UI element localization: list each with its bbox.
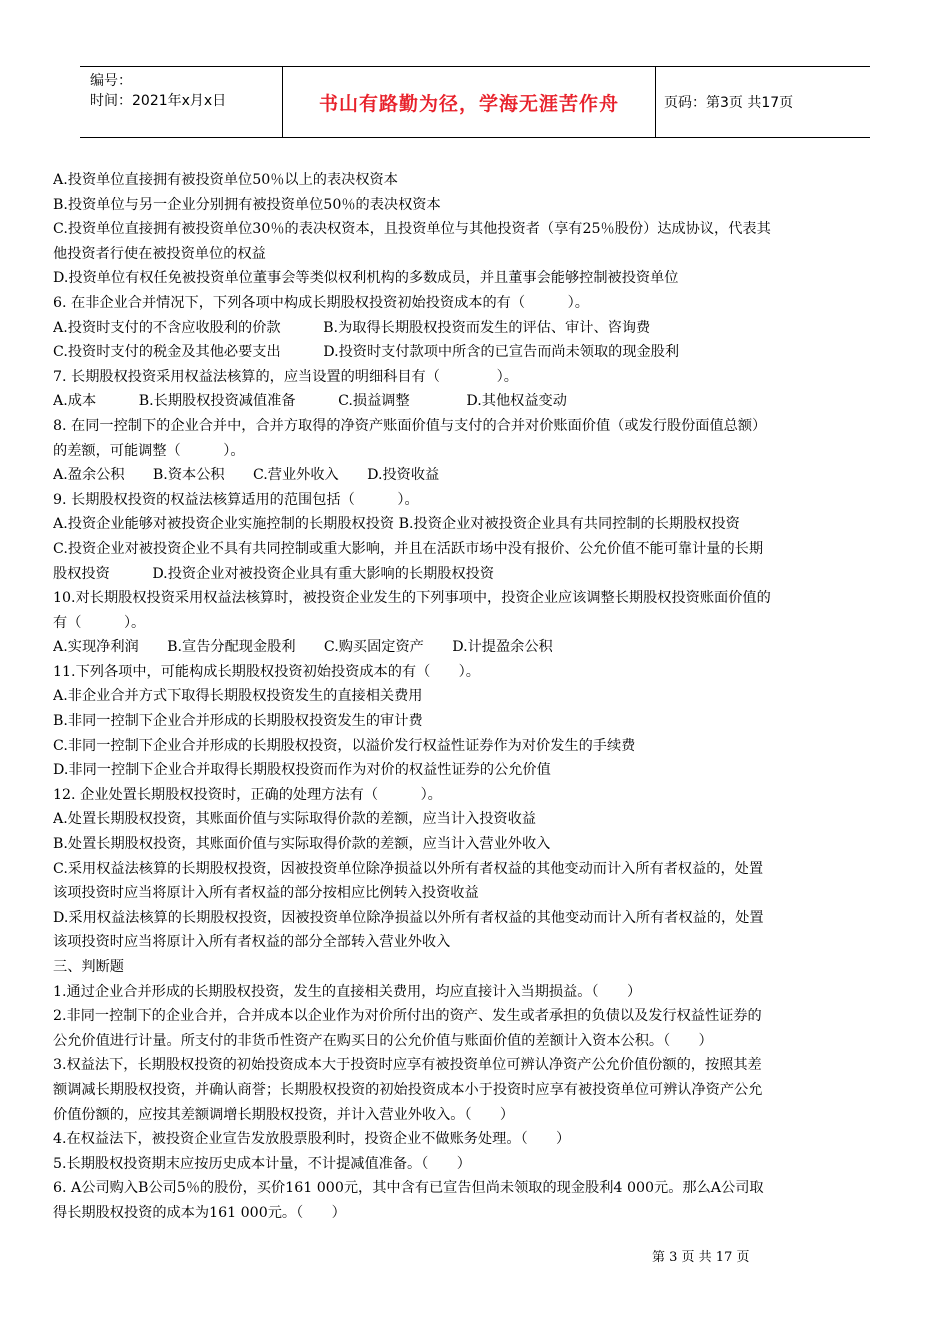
- text-line: 三、判断题: [53, 959, 124, 975]
- text-line: 8. 在同一控制下的企业合并中，合并方取得的净资产账面价值与支付的合并对价账面价值（或发行股份面值总额）: [53, 417, 767, 434]
- text-line: 10.对长期股权投资采用权益法核算时，被投资企业发生的下列事项中，投资企业应该调整长期股权投资账面价值的: [53, 590, 771, 607]
- text-line: 4.在权益法下，被投资企业宣告发放股票股利时，投资企业不做账务处理。（ ）: [53, 1131, 571, 1148]
- text-line: 6. A公司购入B公司5％的股份，买价161 000元，其中含有已宣告但尚未领取的现金股利4 000元。那么A公司取: [53, 1180, 764, 1197]
- text-line: C.投资单位直接拥有被投资单位30％的表决权资本，且投资单位与其他投资者（享有25％股份）达成协议，代表其: [53, 221, 771, 238]
- text-line: A.实现净利润 B.宣告分配现金股利 C.购买固定资产 D.计提盈余公积: [53, 639, 553, 656]
- text-line: 价值份额的，应按其差额调增长期股权投资，并计入营业外收入。（ ）: [53, 1106, 515, 1123]
- text-line: 2.非同一控制下的企业合并，合并成本以企业作为对价所付出的资产、发生或者承担的负债以及发行权益性证券的: [53, 1008, 762, 1025]
- text-line: A.投资时支付的不含应收股利的价款 B.为取得长期股权投资而发生的评估、审计、咨询费: [53, 319, 651, 336]
- text-line: B.处置长期股权投资，其账面价值与实际取得价款的差额，应当计入营业外收入: [53, 836, 551, 853]
- document-number: 编号：: [90, 73, 132, 89]
- text-line: 11.下列各项中，可能构成长期股权投资初始投资成本的有（ ）。: [53, 663, 480, 680]
- text-line: 股权投资 D.投资企业对被投资企业具有重大影响的长期股权投资: [53, 565, 495, 582]
- header-left-cell: [80, 67, 283, 137]
- text-line: 该项投资时应当将原计入所有者权益的部分按相应比例转入投资收益: [53, 885, 479, 902]
- text-line: A.非企业合并方式下取得长期股权投资发生的直接相关费用: [53, 688, 423, 705]
- text-line: 7. 长期股权投资采用权益法核算的，应当设置的明细科目有（ ）。: [53, 368, 518, 385]
- header-page-number: 页码：第3页 共17页: [664, 95, 794, 111]
- text-line: C.非同一控制下企业合并形成的长期股权投资，以溢价发行权益性证券作为对价发生的手续费: [53, 737, 636, 754]
- text-line: 5.长期股权投资期末应按历史成本计量，不计提减值准备。（ ）: [53, 1155, 471, 1172]
- text-line: 该项投资时应当将原计入所有者权益的部分全部转入营业外收入: [53, 934, 451, 951]
- text-line: 3.权益法下，长期股权投资的初始投资成本大于投资时应享有被投资单位可辨认净资产公允价值份额的，按照其差: [53, 1057, 762, 1074]
- text-line: A.处置长期股权投资，其账面价值与实际取得价款的差额，应当计入投资收益: [53, 811, 536, 828]
- text-line: 6. 在非企业合并情况下，下列各项中构成长期股权投资初始投资成本的有（ ）。: [53, 294, 589, 311]
- text-line: A.盈余公积 B.资本公积 C.营业外收入 D.投资收益: [53, 467, 440, 484]
- text-line: 的差额，可能调整（ ）。: [53, 442, 245, 459]
- text-line: B.投资单位与另一企业分别拥有被投资单位50％的表决权资本: [53, 196, 441, 213]
- text-line: 公允价值进行计量。所支付的非货币性资产在购买日的公允价值与账面价值的差额计入资本公积。（ ）: [53, 1032, 713, 1049]
- header-motto: 书山有路勤为径，学海无涯苦作舟: [283, 67, 656, 137]
- text-line: C.采用权益法核算的长期股权投资，因被投资单位除净损益以外所有者权益的其他变动而计入所有者权益的，处置: [53, 860, 764, 877]
- text-line: D.非同一控制下企业合并取得长期股权投资而作为对价的权益性证券的公允价值: [53, 762, 551, 779]
- text-line: 他投资者行使在被投资单位的权益: [53, 245, 266, 262]
- page-footer: 第 3 页 共 17 页: [652, 1250, 750, 1265]
- text-line: A.投资单位直接拥有被投资单位50％以上的表决权资本: [53, 172, 398, 188]
- text-line: 额调减长期股权投资，并确认商誉；长期股权投资的初始投资成本小于投资时应享有被投资单位可辨认净资产公允: [53, 1081, 763, 1098]
- page-header: [80, 66, 870, 138]
- text-line: 1.通过企业合并形成的长期股权投资，发生的直接相关费用，均应直接计入当期损益。（ ）: [53, 983, 642, 1000]
- document-date: 时间：2021年x月x日: [90, 93, 227, 109]
- text-line: B.非同一控制下企业合并形成的长期股权投资发生的审计费: [53, 713, 423, 730]
- text-line: A.成本 B.长期股权投资减值准备 C.损益调整 D.其他权益变动: [53, 393, 567, 410]
- text-line: 得长期股权投资的成本为161 000元。（ ）: [53, 1204, 346, 1221]
- text-line: 9. 长期股权投资的权益法核算适用的范围包括（ ）。: [53, 491, 419, 508]
- text-line: D.投资单位有权任免被投资单位董事会等类似权利机构的多数成员，并且董事会能够控制被投资单位: [53, 270, 679, 287]
- text-line: D.采用权益法核算的长期股权投资，因被投资单位除净损益以外所有者权益的其他变动而计入所有者权益的，处置: [53, 909, 764, 926]
- document-body: [53, 168, 899, 1226]
- text-line: C.投资时支付的税金及其他必要支出 D.投资时支付款项中所含的已宣告而尚未领取的现金股利: [53, 344, 680, 361]
- text-line: 12. 企业处置长期股权投资时，正确的处理方法有（ ）。: [53, 786, 442, 803]
- text-line: 有（ ）。: [53, 614, 146, 631]
- text-line: C.投资企业对被投资企业不具有共同控制或重大影响，并且在活跃市场中没有报价、公允价值不能可靠计量的长期: [53, 540, 764, 557]
- text-line: A.投资企业能够对被投资企业实施控制的长期股权投资 B.投资企业对被投资企业具有共同控制的长期股权投资: [53, 516, 740, 533]
